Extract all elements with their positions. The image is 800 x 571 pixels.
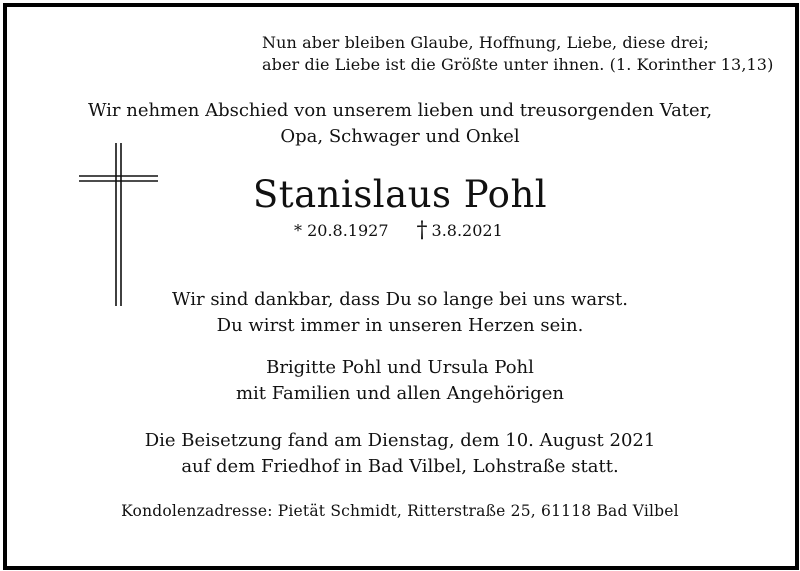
thanks-text (0, 287, 800, 339)
life-dates (294, 220, 503, 242)
mourners (0, 355, 800, 407)
dagger-icon: † (416, 218, 428, 243)
verse-line-2: aber die Liebe ist die Größte unter ihnen. (1. Korinther 13,13) (262, 55, 774, 74)
intro-line-1: Wir nehmen Abschied von unserem lieben und treusorgenden Vater, (87, 100, 713, 121)
burial-info (0, 428, 800, 480)
deceased-name: Stanislaus Pohl (252, 173, 548, 216)
death-date: 3.8.2021 (431, 221, 503, 240)
intro-line-2: Opa, Schwager und Onkel (280, 126, 520, 147)
thanks-line-1: Wir sind dankbar, dass Du so lange bei uns warst. (172, 289, 628, 310)
mourners-line-2: mit Familien und allen Angehörigen (235, 383, 565, 404)
birth-date: * 20.8.1927 (294, 221, 389, 240)
thanks-line-2: Du wirst immer in unseren Herzen sein. (216, 315, 584, 336)
burial-line-1: Die Beisetzung fand am Dienstag, dem 10. August 2021 (144, 430, 656, 451)
cross-icon (76, 140, 160, 310)
condolence-address: Kondolenzadresse: Pietät Schmidt, Ritterstraße 25, 61118 Bad Vilbel (121, 502, 679, 520)
mourners-line-1: Brigitte Pohl und Ursula Pohl (266, 357, 534, 378)
bible-verse (262, 32, 773, 76)
burial-line-2: auf dem Friedhof in Bad Vilbel, Lohstraße statt. (181, 456, 619, 477)
verse-line-1: Nun aber bleiben Glaube, Hoffnung, Liebe, diese drei; (262, 33, 709, 52)
